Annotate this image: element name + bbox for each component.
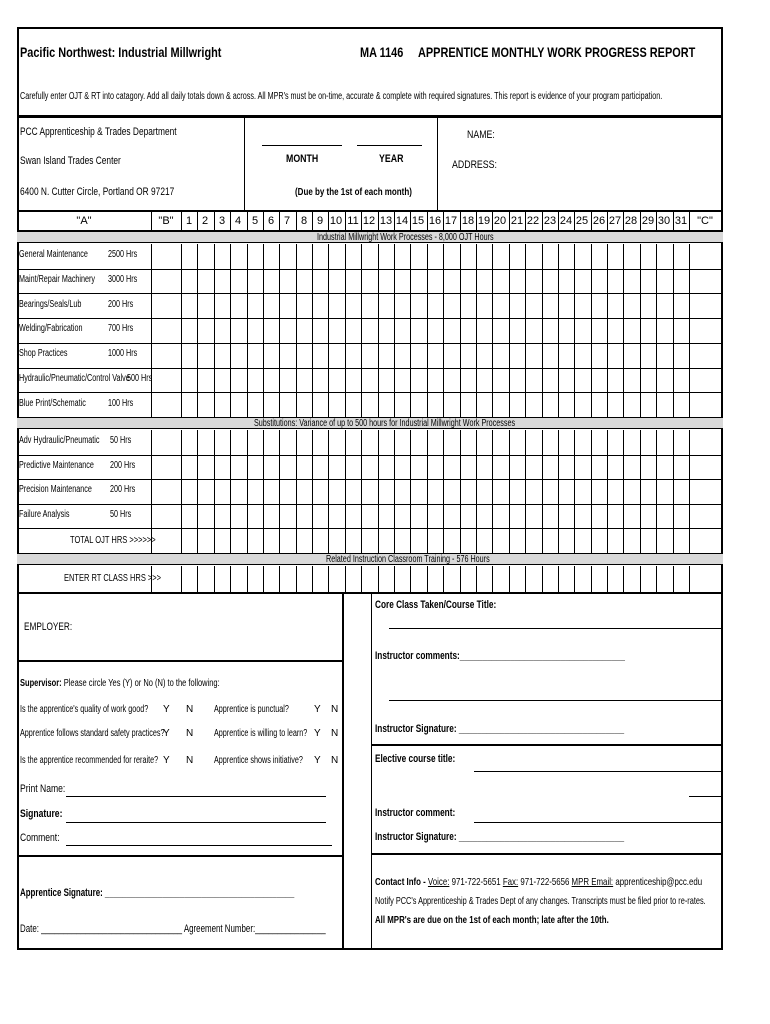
- grid-line: [427, 528, 428, 553]
- day-header-31: 31: [674, 215, 688, 227]
- grid-line: [607, 212, 608, 230]
- grid-line: [623, 566, 624, 592]
- grid-line: [17, 293, 721, 294]
- no-option[interactable]: N: [186, 755, 194, 766]
- contact-info: Contact Info - Voice: 971-722-5651 Fax: 971-722-5656 MPR Email: apprenticeship@pcc.edu: [375, 876, 703, 888]
- elective-field[interactable]: [474, 771, 721, 772]
- report-title: APPRENTICE MONTHLY WORK PROGRESS REPORT: [418, 44, 696, 60]
- work-process-name: Precision Maintenance: [19, 484, 92, 495]
- grid-line: [247, 566, 248, 592]
- grid-line: [378, 212, 379, 230]
- grid-line: [17, 455, 721, 456]
- address-label: ADDRESS:: [452, 159, 497, 171]
- grid-line: [17, 318, 721, 319]
- day-header-15: 15: [411, 215, 425, 227]
- grid-line: [673, 528, 674, 553]
- grid-line: [17, 212, 18, 230]
- grid-line: [361, 212, 362, 230]
- grid-line: [443, 566, 444, 592]
- no-option[interactable]: N: [331, 755, 339, 766]
- grid-line: [214, 528, 215, 553]
- grid-line: [558, 566, 559, 592]
- grid-line: [230, 212, 231, 230]
- instructor-comment: Instructor comment:: [375, 807, 456, 819]
- day-header-22: 22: [526, 215, 540, 227]
- grid-line: [673, 566, 674, 592]
- work-process-hours: 200 Hrs: [108, 299, 134, 310]
- grid-line: [312, 566, 313, 592]
- grid-line: [427, 566, 428, 592]
- grid-line: [591, 566, 592, 592]
- grid-line: [509, 566, 510, 592]
- grid-line: [476, 566, 477, 592]
- day-header-27: 27: [608, 215, 622, 227]
- question-safety: Apprentice follows standard safety practices?: [20, 728, 165, 739]
- grid-line: [151, 212, 152, 230]
- work-process-hours: 50 Hrs: [110, 509, 132, 520]
- grid-line: [492, 212, 493, 230]
- grid-line: [328, 528, 329, 553]
- day-header-8: 8: [300, 215, 308, 227]
- grid-line: [394, 566, 395, 592]
- day-header-23: 23: [543, 215, 557, 227]
- grid-line: [312, 212, 313, 230]
- grid-line: [574, 566, 575, 592]
- year-label: YEAR: [379, 153, 404, 165]
- grid-line: [656, 212, 657, 230]
- grid-line: [542, 212, 543, 230]
- year-field[interactable]: [357, 145, 422, 146]
- subs-section-bar: Substitutions: Variance of up to 500 hours for Industrial Millwright Work Processes: [17, 417, 723, 429]
- grid-line: [574, 212, 575, 230]
- grid-line: [394, 528, 395, 553]
- grid-line: [247, 212, 248, 230]
- grid-line: [17, 343, 721, 344]
- grid-line: [279, 566, 280, 592]
- grid-line: [689, 212, 690, 230]
- grid-line: [296, 528, 297, 553]
- dept-name: PCC Apprenticeship & Trades Department: [20, 126, 177, 138]
- grid-line: [427, 212, 428, 230]
- day-header-21: 21: [510, 215, 524, 227]
- grid-line: [558, 528, 559, 553]
- center-address: 6400 N. Cutter Circle, Portland OR 97217: [20, 186, 175, 198]
- work-process-name: Welding/Fabrication: [19, 323, 83, 334]
- elective-field-2[interactable]: [689, 796, 721, 797]
- grid-line: [17, 528, 721, 529]
- grid-line: [230, 528, 231, 553]
- grid-line: [197, 566, 198, 592]
- grid-line: [558, 212, 559, 230]
- grid-line: [378, 528, 379, 553]
- grid-line: [542, 528, 543, 553]
- day-header-7: 7: [283, 215, 291, 227]
- grid-line: [460, 212, 461, 230]
- day-header-9: 9: [316, 215, 324, 227]
- grid-line: [623, 528, 624, 553]
- program-title: Pacific Northwest: Industrial Millwright: [20, 44, 222, 60]
- center-name: Swan Island Trades Center: [20, 155, 121, 167]
- work-process-hours: 700 Hrs: [108, 323, 134, 334]
- grid-line: [656, 528, 657, 553]
- yes-option[interactable]: Y: [314, 704, 321, 715]
- day-header-17: 17: [444, 215, 458, 227]
- divider: [244, 117, 245, 210]
- grid-line: [328, 212, 329, 230]
- grid-line: [345, 566, 346, 592]
- grid-line: [443, 212, 444, 230]
- work-process-hours: 100 Hrs: [108, 398, 134, 409]
- work-process-name: Predictive Maintenance: [19, 460, 94, 471]
- work-process-hours: 2500 Hrs: [108, 249, 138, 260]
- day-header-24: 24: [559, 215, 573, 227]
- grid-line: [721, 528, 722, 553]
- column-b-header: "B": [158, 215, 174, 227]
- grid-line: [312, 528, 313, 553]
- day-header-30: 30: [657, 215, 671, 227]
- yes-option[interactable]: Y: [163, 755, 170, 766]
- grid-line: [410, 528, 411, 553]
- column-c-header: "C": [697, 215, 713, 227]
- work-process-name: Shop Practices: [19, 348, 68, 359]
- day-header-19: 19: [477, 215, 491, 227]
- grid-line: [525, 528, 526, 553]
- grid-line: [263, 566, 264, 592]
- grid-line: [296, 566, 297, 592]
- rt-section-bar: Related Instruction Classroom Training - 576 Hours: [17, 553, 723, 565]
- divider: [17, 592, 723, 594]
- grid-line: [509, 528, 510, 553]
- day-header-14: 14: [395, 215, 409, 227]
- month-label: MONTH: [286, 153, 319, 165]
- grid-line: [525, 212, 526, 230]
- work-process-hours: 200 Hrs: [110, 460, 136, 471]
- work-process-name: General Maintenance: [19, 249, 88, 260]
- form-number: MA 1146: [360, 44, 404, 60]
- day-header-11: 11: [347, 215, 359, 227]
- grid-line: [345, 528, 346, 553]
- question-punctual: Apprentice is punctual?: [214, 704, 289, 715]
- grid-line: [17, 504, 721, 505]
- grid-line: [689, 566, 690, 592]
- work-process-hours: 500 Hrs: [127, 373, 153, 384]
- question-quality: Is the apprentice's quality of work good?: [20, 704, 149, 715]
- day-header-2: 2: [201, 215, 209, 227]
- ojt-section-bar: Industrial Millwright Work Processes - 8,000 OJT Hours: [17, 231, 723, 243]
- voice-link[interactable]: Voice:: [427, 876, 450, 888]
- yes-option[interactable]: Y: [314, 728, 321, 739]
- grid-line: [721, 244, 722, 417]
- grid-line: [328, 566, 329, 592]
- grid-line: [689, 528, 690, 553]
- due-note: (Due by the 1st of each month): [295, 187, 412, 198]
- instructor-signature-2[interactable]: Instructor Signature: ____________________________________: [375, 831, 625, 843]
- day-header-26: 26: [592, 215, 606, 227]
- grid-line: [476, 212, 477, 230]
- work-process-name: Adv Hydraulic/Pneumatic: [19, 435, 100, 446]
- apprentice-signature[interactable]: Apprentice Signature: ___________________________________________: [20, 887, 295, 899]
- grid-line: [296, 212, 297, 230]
- notify-text: Notify PCC's Apprenticeship & Trades Dept of any changes. Transcripts must be filed prior to re-rates.: [375, 895, 706, 907]
- day-header-13: 13: [379, 215, 393, 227]
- instructor-signature[interactable]: Instructor Signature: ____________________________________: [375, 723, 625, 735]
- day-header-20: 20: [493, 215, 507, 227]
- day-header-10: 10: [329, 215, 343, 227]
- grid-line: [476, 528, 477, 553]
- grid-line: [640, 212, 641, 230]
- column-a-header: "A": [76, 215, 92, 227]
- grid-line: [591, 528, 592, 553]
- grid-line: [17, 368, 721, 369]
- grid-line: [17, 479, 721, 480]
- divider: [17, 660, 342, 662]
- grid-line: [394, 212, 395, 230]
- grid-line: [673, 212, 674, 230]
- divider: [371, 853, 723, 855]
- yes-option[interactable]: Y: [163, 704, 170, 715]
- grid-line: [17, 392, 721, 393]
- core-class-field[interactable]: [389, 628, 721, 629]
- grid-line: [591, 212, 592, 230]
- due-text: All MPR's are due on the 1st of each month; late after the 10th.: [375, 914, 609, 926]
- question-rerate: Is the apprentice recommended for reraite?: [20, 755, 159, 766]
- day-header-5: 5: [251, 215, 259, 227]
- grid-line: [607, 528, 608, 553]
- yes-option[interactable]: Y: [163, 728, 170, 739]
- grid-line: [509, 212, 510, 230]
- day-header-3: 3: [218, 215, 226, 227]
- grid-line: [721, 212, 722, 230]
- grid-line: [17, 269, 721, 270]
- signature-label: Signature:: [20, 808, 63, 820]
- divider: [17, 855, 342, 857]
- grid-line: [623, 212, 624, 230]
- print-name-field[interactable]: [66, 796, 326, 797]
- no-option[interactable]: N: [331, 728, 339, 739]
- instructions: Carefully enter OJT & RT into catagory. Add all daily totals down & across. All MPR's must be on-time, accurate & complete with required signatures. This report is evidence of your program participation.: [20, 91, 663, 102]
- day-header-6: 6: [267, 215, 275, 227]
- work-process-hours: 50 Hrs: [110, 435, 132, 446]
- grid-line: [378, 566, 379, 592]
- grid-line: [542, 566, 543, 592]
- day-header-4: 4: [234, 215, 242, 227]
- grid-line: [460, 566, 461, 592]
- core-class-label: Core Class Taken/Course Title:: [375, 599, 497, 611]
- grid-line: [721, 566, 722, 592]
- enter-rt-label: ENTER RT CLASS HRS >>>: [64, 573, 162, 584]
- day-header-25: 25: [575, 215, 589, 227]
- name-label: NAME:: [467, 129, 495, 141]
- work-process-hours: 3000 Hrs: [108, 274, 138, 285]
- work-process-name: Hydraulic/Pneumatic/Control Valve: [19, 373, 130, 384]
- no-option[interactable]: N: [186, 704, 194, 715]
- grid-line: [410, 212, 411, 230]
- grid-line: [345, 212, 346, 230]
- no-option[interactable]: N: [186, 728, 194, 739]
- grid-line: [279, 528, 280, 553]
- no-option[interactable]: N: [331, 704, 339, 715]
- signature-field[interactable]: [66, 822, 326, 823]
- supervisor-heading: Supervisor: Please circle Yes (Y) or No (N) to the following:: [20, 678, 220, 689]
- work-process-name: Bearings/Seals/Lub: [19, 299, 82, 310]
- grid-line: [197, 212, 198, 230]
- grid-line: [279, 212, 280, 230]
- grid-line: [247, 528, 248, 553]
- grid-line: [361, 528, 362, 553]
- mpr-email-link[interactable]: MPR Email:: [571, 876, 614, 888]
- question-learn: Apprentice is willing to learn?: [214, 728, 308, 739]
- work-process-hours: 1000 Hrs: [108, 348, 138, 359]
- grid-line: [361, 566, 362, 592]
- month-field[interactable]: [262, 145, 342, 146]
- divider: [17, 115, 723, 118]
- grid-line: [263, 528, 264, 553]
- comment-label: Comment:: [20, 832, 60, 844]
- work-process-name: Failure Analysis: [19, 509, 70, 520]
- grid-line: [574, 528, 575, 553]
- work-process-name: Blue Print/Schematic: [19, 398, 86, 409]
- divider: [371, 744, 723, 746]
- day-header-1: 1: [185, 215, 193, 227]
- day-header-16: 16: [428, 215, 442, 227]
- elective-label: Elective course title:: [375, 753, 456, 765]
- grid-line: [492, 528, 493, 553]
- work-process-hours: 200 Hrs: [110, 484, 136, 495]
- fax-link[interactable]: Fax:: [502, 876, 519, 888]
- day-header-28: 28: [624, 215, 638, 227]
- date-agreement[interactable]: Date: ________________________________ Agreement Number:________________: [20, 923, 326, 935]
- grid-line: [410, 566, 411, 592]
- yes-option[interactable]: Y: [314, 755, 321, 766]
- comment-field[interactable]: [66, 845, 332, 846]
- grid-line: [525, 566, 526, 592]
- grid-line: [181, 212, 182, 230]
- grid-line: [214, 566, 215, 592]
- work-process-name: Maint/Repair Machinery: [19, 274, 96, 285]
- day-header-29: 29: [641, 215, 655, 227]
- print-name-label: Print Name:: [20, 783, 66, 795]
- employer-label: EMPLOYER:: [24, 621, 73, 633]
- instructor-comments[interactable]: Instructor comments:____________________________________: [375, 650, 625, 662]
- grid-line: [607, 566, 608, 592]
- question-initiative: Apprentice shows initiative?: [214, 755, 303, 766]
- grid-line: [230, 566, 231, 592]
- day-header-12: 12: [362, 215, 376, 227]
- grid-line: [640, 528, 641, 553]
- grid-line: [656, 566, 657, 592]
- grid-line: [460, 528, 461, 553]
- grid-line: [197, 528, 198, 553]
- grid-line: [492, 566, 493, 592]
- grid-line: [263, 212, 264, 230]
- comments-field[interactable]: [389, 700, 721, 701]
- grid-line: [721, 430, 722, 528]
- total-ojt-label: TOTAL OJT HRS >>>>>>: [70, 535, 156, 546]
- instructor-comment-field[interactable]: [474, 822, 721, 823]
- day-header-18: 18: [461, 215, 475, 227]
- grid-line: [640, 566, 641, 592]
- grid-line: [443, 528, 444, 553]
- grid-line: [214, 212, 215, 230]
